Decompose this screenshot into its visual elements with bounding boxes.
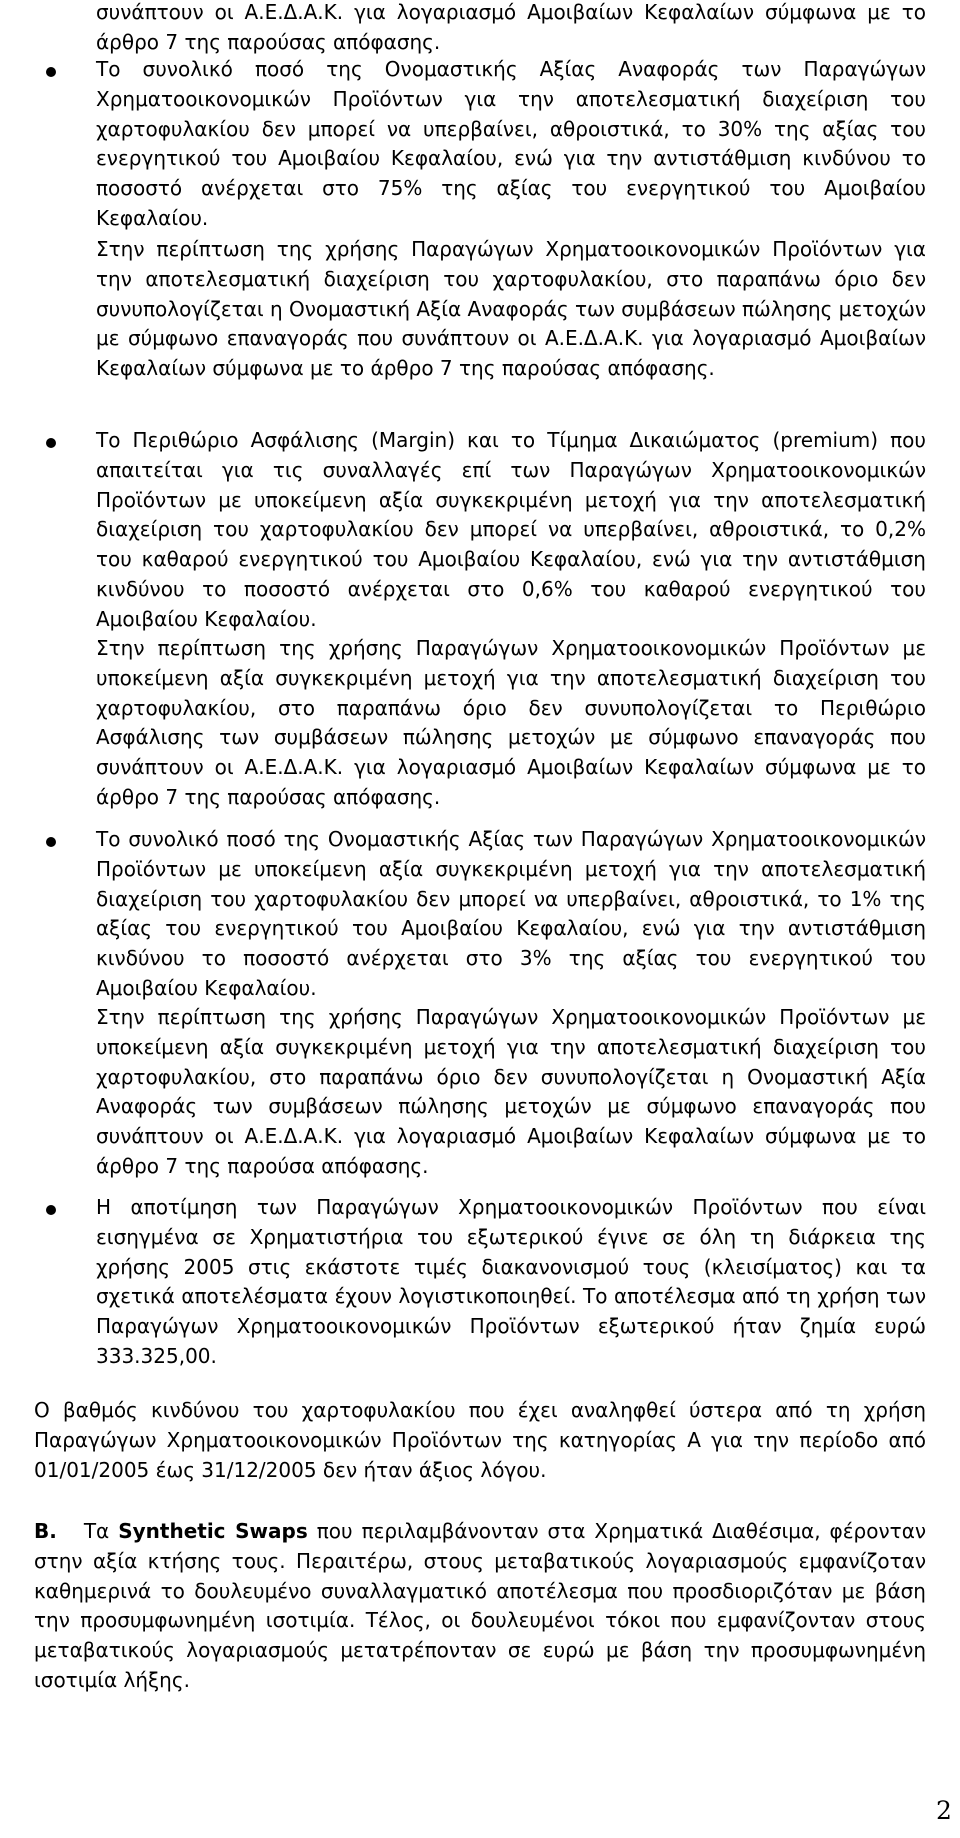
section-b-paragraph [34, 1517, 926, 1696]
bullet-marker [46, 67, 56, 77]
bullet-3-subparagraph: Στην περίπτωση της χρήσης Παραγώγων Χρηματοοικονομικών Προϊόντων με υποκείμενη αξία συγκεκριμένη μετοχή για την αποτελεσματική διαχείριση του χαρτοφυλακίου, στο παραπάνω όριο δεν συνυπολογίζεται η Ονομαστική Αξία Αναφοράς των συμβάσεων πώλησης μετοχών με σύμφωνο επαναγοράς που συνάπτουν οι Α.Ε.Δ.Α.Κ. για λογαριασμό Αμοιβαίων Κεφαλαίων σύμφωνα με το άρθρο 7 της παρούσα απόφασης. [96, 1005, 926, 1178]
section-b-lead: Τα [83, 1519, 110, 1543]
bullet-2-text: Το Περιθώριο Ασφάλισης (Margin) και το Τίμημα Δικαιώματος (premium) που απαιτείται για τις συναλλαγές επί των Παραγώγων Χρηματοοικονομικών Προϊόντων με υποκείμενη αξία συγκεκριμένη μετοχή για την αποτελεσματική διαχείριση του χαρτοφυλακίου δεν μπορεί να υπερβαίνει, αθροιστικά, το 0,2% του καθαρού ενεργητικού του Αμοιβαίου Κεφαλαίου, ενώ για την αντιστάθμιση κινδύνου το ποσοστό ανέρχεται στο 0,6% του καθαρού ενεργητικού του Αμοιβαίου Κεφαλαίου. [96, 428, 926, 631]
bullet-1-text: Το συνολικό ποσό της Ονομαστικής Αξίας Αναφοράς των Παραγώγων Χρηματοοικονομικών Προϊόντων για την αποτελεσματική διαχείριση του χαρτοφυλακίου δεν μπορεί να υπερβαίνει, αθροιστικά, το 30% της αξίας του ενεργητικού του Αμοιβαίου Κεφαλαίου, ενώ για την αντιστάθμιση κινδύνου το ποσοστό ανέρχεται στο 75% της αξίας του ενεργητικού του Αμοιβαίου Κεφαλαίου. [96, 57, 926, 230]
bullet-marker [46, 837, 56, 847]
bullet-marker [46, 438, 56, 448]
bullet-1-subparagraph: Στην περίπτωση της χρήσης Παραγώγων Χρηματοοικονομικών Προϊόντων για την αποτελεσματική διαχείριση του χαρτοφυλακίου, στο παραπάνω όριο δεν συνυπολογίζεται η Ονομαστική Αξία Αναφοράς των συμβάσεων πώλησης μετοχών με σύμφωνο επαναγοράς που συνάπτουν οι Α.Ε.Δ.Α.Κ. για λογαριασμό Αμοιβαίων Κεφαλαίων σύμφωνα με το άρθρο 7 της παρούσας απόφασης. [96, 237, 926, 381]
section-b-label: Β. [34, 1519, 57, 1543]
page-number: 2 [936, 1796, 952, 1825]
section-b-text: που περιλαμβάνονταν στα Χρηματικά Διαθέσιμα, φέρονταν στην αξία κτήσης τους. Περαιτέρω, στους μεταβατικούς λογαριασμούς εμφανίζοταν καθημερινά το δουλευμένο συναλλαγματικό αποτέλεσμα που προσδιοριζόταν με βάση την προσυμφωνημένη ισοτιμία. Τέλος, οι δουλευμένοι τόκοι που εμφανίζονταν στους μεταβατικούς λογαριασμούς μετατρέπονταν σε ευρώ με βάση την προσυμφωνημένη ισοτιμία λήξης. [34, 1519, 927, 1692]
bullet-2-subparagraph: Στην περίπτωση της χρήσης Παραγώγων Χρηματοοικονομικών Προϊόντων με υποκείμενη αξία συγκεκριμένη μετοχή για την αποτελεσματική διαχείριση του χαρτοφυλακίου, στο παραπάνω όριο δεν συνυπολογίζεται το Περιθώριο Ασφάλισης των συμβάσεων πώλησης μετοχών με σύμφωνο επαναγοράς που συνάπτουν οι Α.Ε.Δ.Α.Κ. για λογαριασμό Αμοιβαίων Κεφαλαίων σύμφωνα με το άρθρο 7 της παρούσας απόφασης. [96, 636, 926, 809]
risk-paragraph: Ο βαθμός κινδύνου του χαρτοφυλακίου που έχει αναληφθεί ύστερα από τη χρήση Παραγώγων Χρηματοοικονομικών Προϊόντων της κατηγορίας Α για την περίοδο από 01/01/2005 έως 31/12/2005 δεν ήταν άξιος λόγου. [34, 1398, 926, 1482]
section-b-term: Synthetic Swaps [118, 1519, 308, 1543]
bullet-4-text: Η αποτίμηση των Παραγώγων Χρηματοοικονομικών Προϊόντων που είναι εισηγμένα σε Χρηματιστήρια του εξωτερικού έγινε σε όλη τη διάρκεια της χρήσης 2005 στις εκάστοτε τιμές διακανονισμού τους (κλεισίματος) και τα σχετικά αποτελέσματα έχουν λογιστικοποιηθεί. Το αποτέλεσμα από τη χρήση των Παραγώγων Χρηματοοικονομικών Προϊόντων εξωτερικού ήταν ζημία ευρώ 333.325,00. [96, 1195, 926, 1368]
continuation-paragraph: συνάπτουν οι Α.Ε.Δ.Α.Κ. για λογαριασμό Αμοιβαίων Κεφαλαίων σύμφωνα με το άρθρο 7 της παρούσας απόφασης. [96, 0, 926, 54]
bullet-3-text: Το συνολικό ποσό της Ονομαστικής Αξίας των Παραγώγων Χρηματοοικονομικών Προϊόντων με υποκείμενη αξία συγκεκριμένη μετοχή για την αποτελεσματική διαχείριση του χαρτοφυλακίου δεν μπορεί να υπερβαίνει, αθροιστικά, το 1% της αξίας του ενεργητικού του Αμοιβαίου Κεφαλαίου, ενώ για την αντιστάθμιση κινδύνου το ποσοστό ανέρχεται στο 3% της αξίας του ενεργητικού του Αμοιβαίου Κεφαλαίου. [96, 827, 926, 1000]
bullet-marker [46, 1205, 56, 1215]
